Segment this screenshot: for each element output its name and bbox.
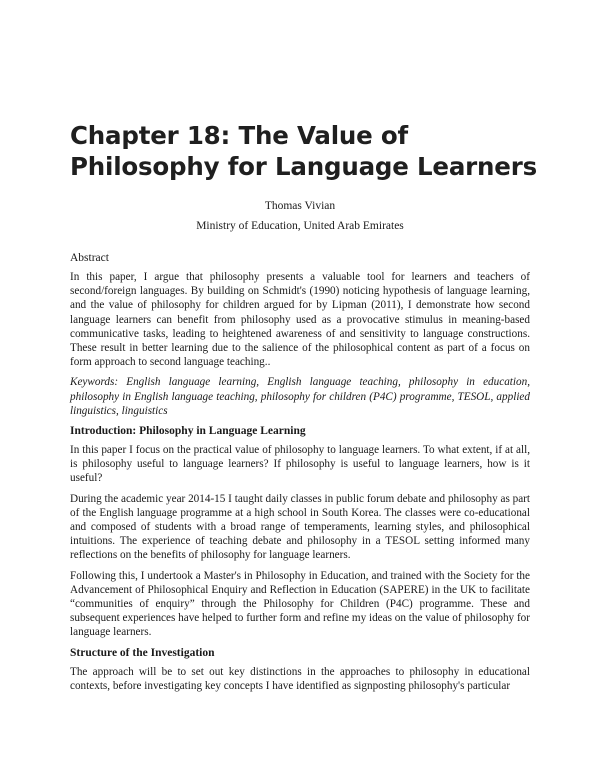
introduction-paragraph: During the academic year 2014-15 I taught daily classes in public forum debate and philosophy as part of the English language programme at a high school in South Korea. The classes were co-educational and composed of students with a broad range of temperaments, learning styles, and philosophical intuitions. The experience of teaching debate and philosophy in a TESOL setting informed many reflections on the benefits of philosophy for language learners. [70,492,530,562]
structure-heading: Structure of the Investigation [70,646,215,659]
author-name: Thomas Vivian [264,200,336,212]
chapter-title: Chapter 18: The Value of Philosophy for Language Learners [70,121,537,181]
author-affiliation: Ministry of Education, United Arab Emirates [196,220,404,232]
introduction-heading: Introduction: Philosophy in Language Learning [70,425,306,438]
structure-paragraph: The approach will be to set out key distinctions in the approaches to philosophy in educational contexts, before investigating key concepts I have identified as signposting philosophy's particular [70,665,530,692]
keywords: Keywords: English language learning, English language teaching, philosophy in education, philosophy in English language teaching, philosophy for children (P4C) programme, TESOL, applied linguistics, linguistics [70,376,530,417]
abstract-text: In this paper, I argue that philosophy presents a valuable tool for learners and teachers of second/foreign languages. By building on Schmidt's (1990) noticing hypothesis of language learning, and the value of philosophy for children argued for by Lipman (2011), I demonstrate how second language learners can benefit from philosophy used as a provocative stimulus in meaning-based communicative tasks, leading to heightened awareness of and sensitivity to language constructions. These result in better learning due to the salience of the philosophical content as part of a focus on form approach to second language teaching.. [70,271,530,369]
introduction-paragraph: Following this, I undertook a Master's in Philosophy in Education, and trained with the Society for the Advancement of Philosophical Enquiry and Reflection in Education (SAPERE) in the UK to facilitate “communities of enquiry” through the Philosophy for Children (P4C) programme. These and subsequent experiences have helped to further form and refine my ideas on the value of philosophy for language learners. [70,569,530,639]
body-text [70,251,530,699]
introduction-paragraph: In this paper I focus on the practical value of philosophy to language learners. To what extent, if at all, is philosophy useful to language learners? If philosophy is useful to language learners, how is it useful? [70,444,530,485]
abstract-heading: Abstract [70,252,109,264]
